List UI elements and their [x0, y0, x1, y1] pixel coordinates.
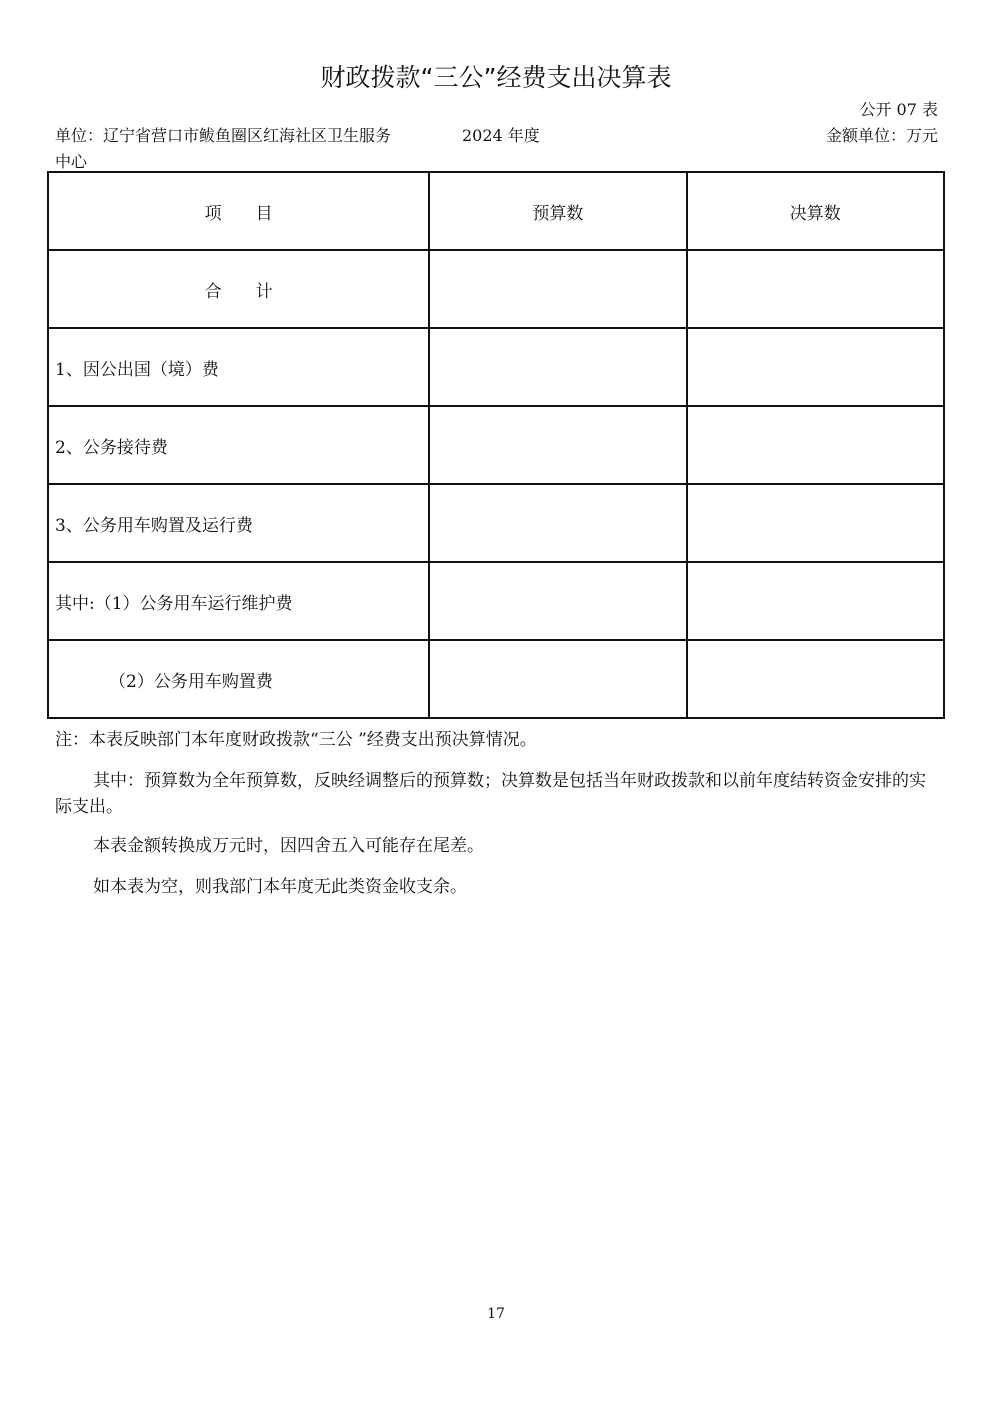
header-item: 项 目: [48, 172, 429, 250]
table-number: 公开 07 表: [859, 100, 938, 119]
table-row: [48, 250, 944, 328]
budget-cell: [429, 484, 686, 562]
budget-cell: [429, 640, 686, 718]
budget-cell: [429, 250, 686, 328]
page-title: 财政拨款“三公”经费支出决算表: [320, 63, 672, 92]
budget-cell: [429, 328, 686, 406]
table-row: [48, 484, 944, 562]
expense-table: [47, 171, 945, 719]
page-number: 17: [487, 1306, 505, 1322]
table-row: [48, 640, 944, 718]
row-label: 1、因公出国（境）费: [48, 328, 429, 406]
final-cell: [687, 250, 944, 328]
fiscal-year: 2024 年度: [462, 126, 540, 145]
note-definitions: 其中：预算数为全年预算数，反映经调整后的预算数；决算数是包括当年财政拨款和以前年度结转资金安排的实际支出。: [55, 771, 926, 817]
note-empty: 如本表为空，则我部门本年度无此类资金收支余。: [93, 877, 467, 897]
unit-label-continued: 中心: [55, 152, 88, 171]
budget-cell: [429, 406, 686, 484]
note-intro: 注：本表反映部门本年度财政拨款“三公 ”经费支出预决算情况。: [55, 730, 537, 750]
final-cell: [687, 484, 944, 562]
row-label: 合 计: [48, 250, 429, 328]
unit-label: 单位：辽宁省营口市鲅鱼圈区红海社区卫生服务: [55, 126, 392, 145]
table-row: [48, 328, 944, 406]
header-final: 决算数: [687, 172, 944, 250]
note-rounding: 本表金额转换成万元时，因四舍五入可能存在尾差。: [93, 836, 484, 856]
table-row: [48, 562, 944, 640]
header-budget: 预算数: [429, 172, 686, 250]
amount-unit: 金额单位：万元: [825, 126, 938, 145]
final-cell: [687, 640, 944, 718]
table-row: [48, 406, 944, 484]
table-header-row: [48, 172, 944, 250]
row-label: 2、公务接待费: [48, 406, 429, 484]
final-cell: [687, 406, 944, 484]
final-cell: [687, 328, 944, 406]
row-label: 3、公务用车购置及运行费: [48, 484, 429, 562]
row-label: （2）公务用车购置费: [48, 640, 429, 718]
final-cell: [687, 562, 944, 640]
row-label: 其中:（1）公务用车运行维护费: [48, 562, 429, 640]
budget-cell: [429, 562, 686, 640]
